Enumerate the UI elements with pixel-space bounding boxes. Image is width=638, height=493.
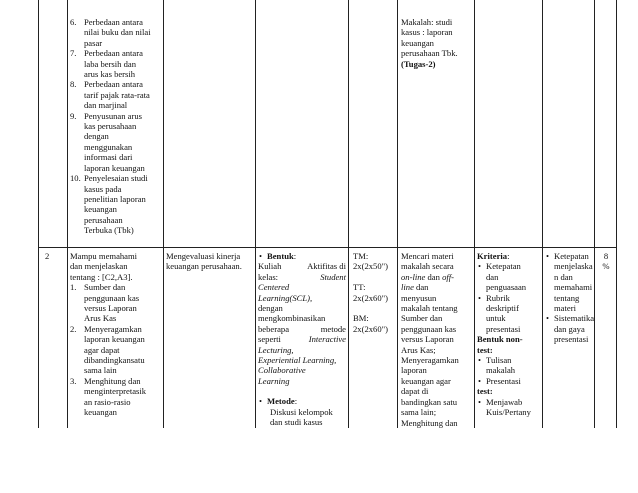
time-line: 2x(2x60") xyxy=(353,323,389,334)
metode-line: Diskusi kelompok xyxy=(270,406,333,417)
time-line: TT: xyxy=(353,282,366,293)
table-border xyxy=(616,0,617,428)
cpmk-intro-line: tentang : [C2,A3]. xyxy=(70,271,133,282)
list-item: 10. Penyelesaian studi kasus pada penelitian laporan keuangan perusahaan Terbuka (Tbk) xyxy=(70,173,148,236)
list-item: 3. Menghitung dan menginterpretasik an rasio-rasio keuangan xyxy=(70,375,147,418)
bentuk-line3: beberapa metode xyxy=(258,323,346,334)
indicator-line: keuangan perusahaan. xyxy=(166,261,242,272)
table-border xyxy=(255,0,256,428)
task-line: menyusun xyxy=(401,292,437,303)
task-line: Menghitung dan xyxy=(401,417,458,428)
time-line: BM: xyxy=(353,313,369,324)
nontest-label-line: test: xyxy=(477,344,493,355)
task-line: makalah secara xyxy=(401,261,454,272)
list-item: 8. Perbedaan antara tarif pajak rata-rata dan marjinal xyxy=(70,79,150,111)
bullet-item: • Rubrik deskriptif untuk presentasi xyxy=(478,292,521,334)
bentuk-line: Centered xyxy=(258,282,290,293)
time-line: TM: xyxy=(353,251,369,261)
assignment-tag: (Tugas-2) xyxy=(401,58,436,69)
bullet-item: • Ketepatan menjelaska n dan memahami tentang materi xyxy=(546,251,593,314)
row1-assignment xyxy=(401,17,473,69)
task-line: dapat di xyxy=(401,386,429,397)
bentuk-line4: seperti Interactive xyxy=(258,334,346,345)
cpmk-intro-line: dan menjelaskan xyxy=(70,261,128,272)
task-line-line: line dan xyxy=(401,282,429,293)
row2-cpmk xyxy=(70,251,162,418)
row2-number: 2 xyxy=(45,251,50,261)
bentuk-line: Lecturing, xyxy=(258,344,294,355)
table-border xyxy=(542,0,543,428)
task-line: laporan xyxy=(401,365,427,376)
table-border xyxy=(474,0,475,428)
table-border xyxy=(67,0,68,428)
list-item: 7. Perbedaan antara laba bersih dan arus kas bersih xyxy=(70,48,143,80)
row1-cpmk-list xyxy=(70,17,162,236)
bullet-item: • Menjawab Kuis/Pertany xyxy=(478,396,531,418)
task-line: Arus Kas; xyxy=(401,344,436,355)
nontest-label-line: Bentuk non- xyxy=(477,334,523,345)
task-line: penggunaan kas xyxy=(401,323,457,334)
bentuk-line: Learning(SCL), xyxy=(258,292,313,303)
bentuk-label: Bentuk xyxy=(267,251,294,261)
table-border xyxy=(594,0,595,428)
bentuk-line: Collaborative xyxy=(258,365,306,376)
task-line: keuangan agar xyxy=(401,375,451,386)
kriteria-label: Kriteria xyxy=(477,251,508,261)
metode-label: Metode xyxy=(267,396,295,407)
row2-tasks xyxy=(401,251,473,428)
list-item: 1. Sumber dan penggunaan kas versus Laporan Arus Kas xyxy=(70,282,140,324)
bentuk-line: Experiential Learning, xyxy=(258,355,337,366)
assignment-line: perusahaan Tbk. xyxy=(401,48,458,59)
table-border xyxy=(348,0,349,428)
assignment-line: Makalah: studi xyxy=(401,17,453,27)
metode-line: dan studi kasus xyxy=(270,417,323,428)
weight-unit: % xyxy=(602,261,610,272)
list-item: 6. Perbedaan antara nilai buku dan nilai pasar xyxy=(70,17,151,48)
task-line: Menyeragamkan xyxy=(401,355,459,366)
row2-weight xyxy=(597,251,615,272)
cpmk-intro-line: Mampu memahami xyxy=(70,251,138,261)
indicator-line: Mengevaluasi kinerja xyxy=(166,251,241,261)
time-line xyxy=(353,303,397,313)
task-line: versus Laporan xyxy=(401,334,454,345)
time-line xyxy=(353,272,397,282)
row2-indicator xyxy=(166,251,254,272)
bullet-item: • Presentasi xyxy=(478,375,521,386)
assignment-line: keuangan xyxy=(401,37,434,48)
time-line: 2x(2x50") xyxy=(353,261,389,272)
test-label: test: xyxy=(477,386,493,397)
table-border xyxy=(163,0,164,428)
table-border xyxy=(397,0,398,428)
task-line: Sumber dan xyxy=(401,313,443,324)
row2-assessment-indicators xyxy=(545,251,593,345)
task-line: sama lain; xyxy=(401,407,437,418)
bentuk-line1: Kuliah Aktifitas di xyxy=(258,261,346,272)
task-line: bandingkan satu xyxy=(401,396,458,407)
bullet-item: • Ketepatan dan penguasaan xyxy=(478,261,527,293)
row2-learning-form: • Bentuk: Kuliah Aktifitas di kelas: Student Centered Learning(SCL), dengan mengkombinasikan beberapa metode seperti Interactive Lecturing, Experiential Learning, Collaborative Learning • Metode: Diskusi kelompok dan studi kasus xyxy=(258,251,346,428)
task-online-line: on-line dan off- xyxy=(401,271,454,282)
bullet-item: • Tulisan makalah xyxy=(478,355,516,376)
bentuk-line: dengan xyxy=(258,303,283,314)
list-item: 2. Menyeragamkan laporan keuangan agar dapat dibandingkansatu sama lain xyxy=(70,323,145,376)
time-line: 2x(2x60") xyxy=(353,292,389,303)
row2-time xyxy=(353,251,397,334)
bentuk-line: mengkombinasikan xyxy=(258,313,326,324)
bullet-item: • Sistematika dan gaya presentasi xyxy=(546,313,595,345)
bentuk-line2: kelas: Student xyxy=(258,271,346,282)
assignment-line: kasus : laporan xyxy=(401,27,453,38)
task-line: makalah tentang xyxy=(401,303,458,314)
row-divider xyxy=(38,247,616,248)
list-item: 9. Penyusunan arus kas perusahaan dengan menggunakan informasi dari laporan keuangan xyxy=(70,110,145,173)
bentuk-line: Learning xyxy=(258,375,290,386)
row2-criteria: Kriteria: • Ketepatan dan penguasaan • Rubrik deskriptif untuk presentasi Bentuk non- test: • Tulisan makalah • Presentasi test: • Menjawab Kuis/Pertany xyxy=(477,251,541,418)
table-border xyxy=(38,0,39,428)
task-line: Mencari materi xyxy=(401,251,454,261)
weight-value: 8 xyxy=(603,251,609,261)
